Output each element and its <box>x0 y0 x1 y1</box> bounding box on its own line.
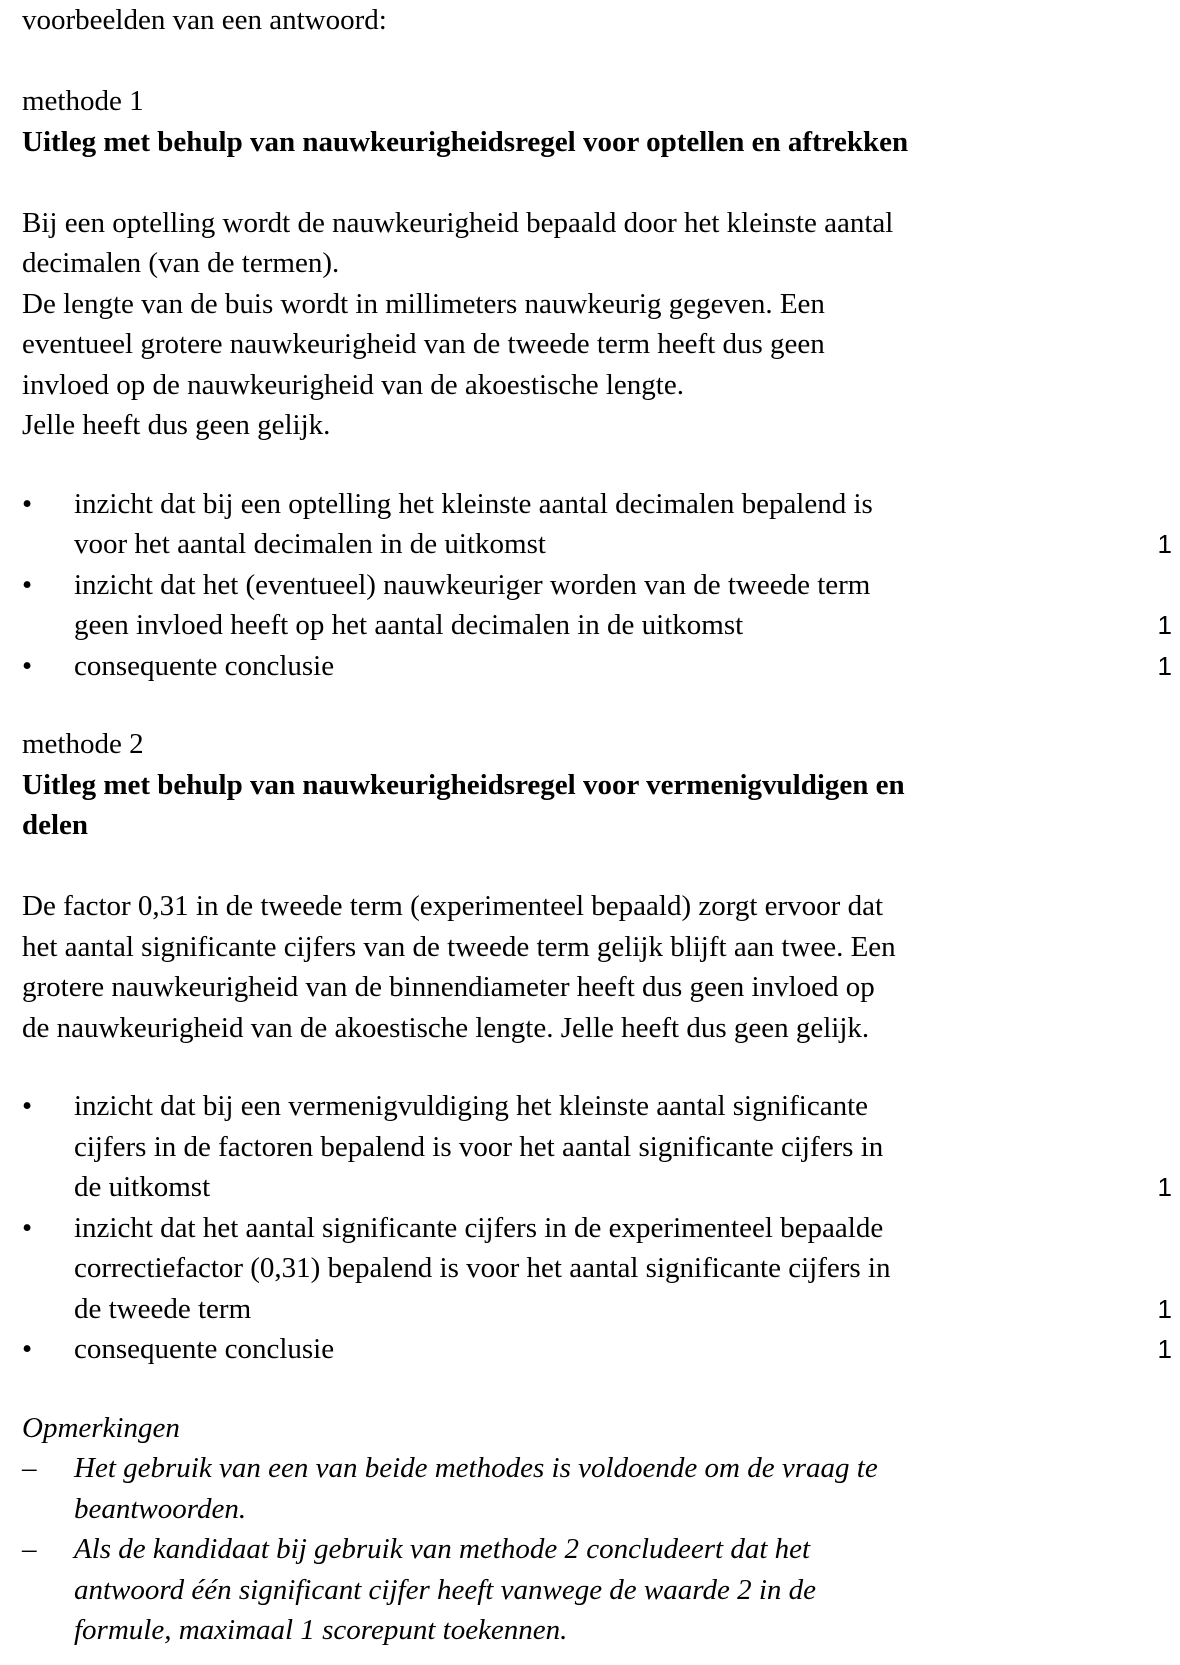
paragraph-line: De lengte van de buis wordt in millimeters nauwkeurig gegeven. Een <box>22 287 825 320</box>
remark-line: formule, maximaal 1 scorepunt toekennen. <box>74 1614 568 1646</box>
criterion-line: inzicht dat bij een optelling het kleinste aantal decimalen bepalend is <box>74 487 873 520</box>
paragraph-line: eventueel grotere nauwkeurigheid van de tweede term heeft dus geen <box>22 328 825 360</box>
criterion-line: de tweede term <box>74 1292 252 1325</box>
criterion-line: voor het aantal decimalen in de uitkomst <box>74 528 546 560</box>
paragraph-line: decimalen (van de termen). <box>22 247 340 279</box>
criterion-item <box>22 565 1172 646</box>
dash-icon: – <box>22 1452 37 1484</box>
score-point: 1 <box>1157 1172 1172 1202</box>
bullet-icon: • <box>22 1090 33 1122</box>
criterion-line: inzicht dat het (eventueel) nauwkeuriger worden van de tweede term <box>74 568 871 601</box>
paragraph-line: invloed op de nauwkeurigheid van de akoestische lengte. <box>22 368 684 401</box>
criterion-item <box>22 1208 1172 1330</box>
remark-line: Als de kandidaat bij gebruik van methode 2 concludeert dat het <box>74 1533 811 1565</box>
criterion-line: inzicht dat het aantal significante cijfers in de experimenteel bepaalde <box>74 1211 884 1244</box>
bullet-icon: • <box>22 487 33 520</box>
method-2-label: methode 2 <box>22 728 144 760</box>
bullet-icon: • <box>22 1333 33 1365</box>
paragraph-line: De factor 0,31 in de tweede term (experimenteel bepaald) zorgt ervoor dat <box>22 890 884 922</box>
method-1-criteria-list <box>22 484 1172 687</box>
criterion-line: cijfers in de factoren bepalend is voor het aantal significante cijfers in <box>74 1130 884 1163</box>
paragraph-line: Jelle heeft dus geen gelijk. <box>22 409 331 441</box>
criterion-line: consequente conclusie <box>74 649 335 682</box>
criterion-item <box>22 646 1172 687</box>
intro-text: voorbeelden van een antwoord: <box>22 4 387 36</box>
method-1-paragraph <box>22 203 1172 446</box>
paragraph-line: grotere nauwkeurigheid van de binnendiameter heeft dus geen invloed op <box>22 971 875 1003</box>
criterion-line: inzicht dat bij een vermenigvuldiging het kleinste aantal significante <box>74 1090 869 1122</box>
remark-item <box>22 1448 1172 1529</box>
criterion-line: de uitkomst <box>74 1171 211 1203</box>
criterion-item <box>22 1329 1172 1370</box>
remark-line: antwoord één significant cijfer heeft vanwege de waarde 2 in de <box>74 1573 817 1606</box>
method-2-heading: Uitleg met behulp van nauwkeurigheidsregel voor vermenigvuldigen en <box>22 768 905 801</box>
paragraph-line: Bij een optelling wordt de nauwkeurigheid bepaald door het kleinste aantal <box>22 206 894 239</box>
method-1-label: methode 1 <box>22 85 144 117</box>
score-point: 1 <box>1157 1293 1172 1324</box>
criterion-line: correctiefactor (0,31) bepalend is voor het aantal significante cijfers in <box>74 1252 891 1284</box>
remarks-section <box>22 1408 1172 1651</box>
method-2-heading: delen <box>22 809 89 841</box>
method-1-section <box>22 81 1172 686</box>
bullet-icon: • <box>22 649 33 682</box>
method-2-paragraph <box>22 886 1172 1048</box>
score-point: 1 <box>1157 650 1172 681</box>
criterion-item <box>22 1086 1172 1208</box>
criterion-item <box>22 484 1172 565</box>
dash-icon: – <box>22 1533 37 1565</box>
remark-line: beantwoorden. <box>74 1492 247 1525</box>
score-point: 1 <box>1157 1334 1172 1364</box>
remark-item <box>22 1529 1172 1651</box>
answer-model-page <box>22 0 1172 1651</box>
paragraph-line: de nauwkeurigheid van de akoestische lengte. Jelle heeft dus geen gelijk. <box>22 1011 870 1044</box>
criterion-line: consequente conclusie <box>74 1333 335 1365</box>
score-point: 1 <box>1157 610 1172 640</box>
method-1-heading: Uitleg met behulp van nauwkeurigheidsregel voor optellen en aftrekken <box>22 125 909 158</box>
remark-line: Het gebruik van een van beide methodes is voldoende om de vraag te <box>74 1452 878 1484</box>
method-2-criteria-list <box>22 1086 1172 1370</box>
method-2-section <box>22 724 1172 1370</box>
bullet-icon: • <box>22 568 33 601</box>
remarks-heading: Opmerkingen <box>22 1411 180 1444</box>
bullet-icon: • <box>22 1211 33 1244</box>
paragraph-line: het aantal significante cijfers van de tweede term gelijk blijft aan twee. Een <box>22 930 896 963</box>
score-point: 1 <box>1157 529 1172 559</box>
criterion-line: geen invloed heeft op het aantal decimalen in de uitkomst <box>74 609 744 641</box>
